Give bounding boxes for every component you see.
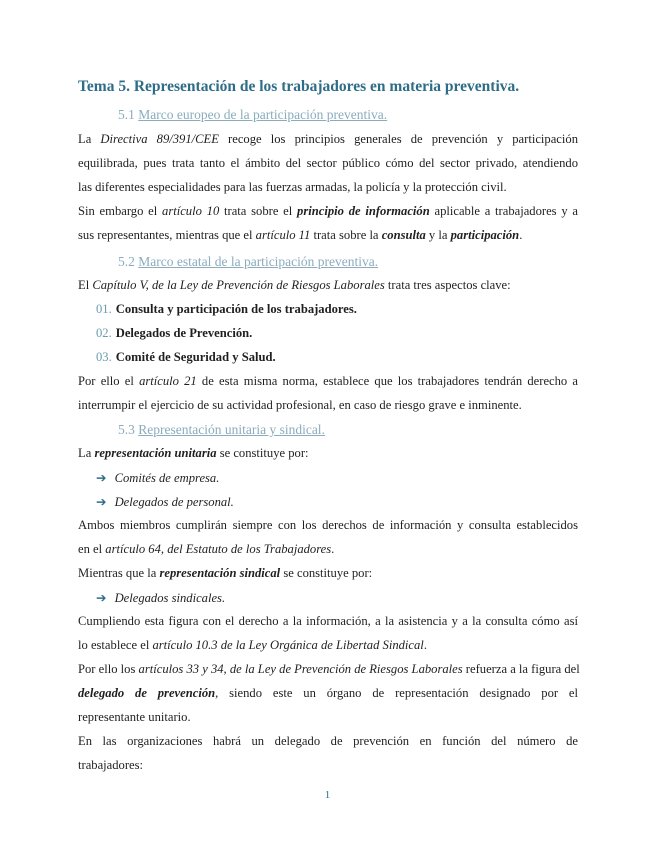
text: recoge los principios generales de prevención y participación	[218, 132, 578, 146]
text: .	[423, 638, 427, 652]
section-title: Marco estatal de la participación preventiva.	[138, 254, 379, 269]
text: Por ello el	[78, 374, 140, 388]
section-heading-5-1	[118, 107, 387, 123]
section-number: 5.2	[118, 254, 135, 269]
paragraph-line: Cumpliendo esta figura con el derecho a la información, a la asistencia y a la consulta cómo así	[78, 614, 578, 628]
paragraph-line: interrumpir el ejercicio de su actividad profesional, en caso de riesgo grave e inminente.	[78, 398, 522, 412]
text: , siendo este un órgano de representación designado por el	[215, 686, 578, 700]
paragraph-line	[78, 542, 578, 557]
list-number: 03.	[96, 350, 112, 364]
list-label: Delegados de Prevención.	[115, 326, 253, 340]
article-reference: artículo 10	[162, 204, 220, 218]
list-label: Comité de Seguridad y Salud.	[115, 350, 276, 364]
article-reference: artículo 21	[139, 374, 197, 388]
section-heading-5-2	[118, 254, 378, 270]
paragraph-line	[78, 204, 578, 219]
text: sus representantes, mientras que el	[78, 228, 256, 242]
paragraph-line	[78, 228, 578, 243]
text: trata tres aspectos clave:	[384, 278, 511, 292]
directive-reference: Directiva 89/391/CEE	[100, 132, 219, 146]
text: aplicable a trabajadores y a	[429, 204, 578, 218]
law-reference: artículo 64, del Estatuto de los Trabajadores	[105, 542, 332, 556]
paragraph-line	[78, 278, 578, 293]
section-title: Representación unitaria y sindical.	[138, 422, 325, 437]
paragraph-line: Ambos miembros cumplirán siempre con los derechos de información y consulta establecidos	[78, 518, 578, 532]
law-reference: Capítulo V, de la Ley de Prevención de Riesgos Laborales	[92, 278, 385, 292]
section-title: Marco europeo de la participación preventiva.	[138, 107, 388, 122]
law-reference: artículos 33 y 34, de la Ley de Prevención de Riesgos Laborales	[138, 662, 463, 676]
bullet-item	[96, 470, 219, 486]
text: trata sobre el	[219, 204, 298, 218]
bullet-label: Delegados de personal.	[114, 495, 234, 509]
paragraph-line: las diferentes especialidades para las fuerzas armadas, la policía y la protección civil.	[78, 180, 507, 194]
section-number: 5.1	[118, 107, 135, 122]
list-label: Consulta y participación de los trabajadores.	[115, 302, 357, 316]
text: se constituye por:	[280, 566, 373, 580]
list-item	[96, 302, 357, 317]
text: Por ello los	[78, 662, 139, 676]
bullet-item	[96, 590, 225, 606]
emphasis-text: delegado de prevención	[78, 686, 216, 700]
text: lo establece el	[78, 638, 153, 652]
text: Mientras que la	[78, 566, 160, 580]
paragraph-line: trabajadores:	[78, 758, 144, 772]
paragraph-line	[78, 566, 578, 581]
paragraph-line	[78, 374, 578, 389]
text: se constituye por:	[216, 446, 309, 460]
paragraph-line: equilibrada, pues trata tanto el ámbito del sector público cómo del sector privado, atendiendo	[78, 156, 578, 170]
list-item	[96, 350, 276, 365]
paragraph-line: En las organizaciones habrá un delegado de prevención en función del número de	[78, 734, 578, 748]
paragraph-line	[78, 132, 578, 147]
paragraph-line	[78, 686, 578, 701]
arrow-right-icon: ➔	[96, 495, 107, 509]
emphasis-text: principio de información	[297, 204, 430, 218]
text: El	[78, 278, 93, 292]
text: de esta misma norma, establece que los trabajadores tendrán derecho a	[196, 374, 578, 388]
list-item	[96, 326, 252, 341]
paragraph-line	[78, 446, 578, 461]
text: y la	[425, 228, 451, 242]
arrow-right-icon: ➔	[96, 471, 107, 485]
page-title: Tema 5. Representación de los trabajadores en materia preventiva.	[78, 78, 520, 95]
text: Sin embargo el	[78, 204, 163, 218]
text: en el	[78, 542, 106, 556]
section-heading-5-3	[118, 422, 325, 438]
arrow-right-icon: ➔	[96, 591, 107, 605]
emphasis-text: participación	[450, 228, 520, 242]
text: La	[78, 446, 95, 460]
text: .	[519, 228, 523, 242]
page-number: 1	[324, 789, 331, 801]
emphasis-text: consulta	[381, 228, 426, 242]
text: trata sobre la	[310, 228, 382, 242]
section-number: 5.3	[118, 422, 135, 437]
text: .	[331, 542, 335, 556]
list-number: 02.	[96, 326, 112, 340]
bullet-label: Comités de empresa.	[114, 471, 220, 485]
bullet-item	[96, 494, 234, 510]
paragraph-line	[78, 638, 578, 653]
emphasis-text: representación sindical	[159, 566, 281, 580]
text: refuerza a la figura del	[462, 662, 580, 676]
paragraph-line: representante unitario.	[78, 710, 191, 724]
article-reference: artículo 11	[255, 228, 311, 242]
text: La	[78, 132, 101, 146]
list-number: 01.	[96, 302, 112, 316]
paragraph-line	[78, 662, 578, 677]
law-reference: artículo 10.3 de la Ley Orgánica de Libertad Sindical	[152, 638, 424, 652]
emphasis-text: representación unitaria	[94, 446, 217, 460]
bullet-label: Delegados sindicales.	[114, 591, 226, 605]
